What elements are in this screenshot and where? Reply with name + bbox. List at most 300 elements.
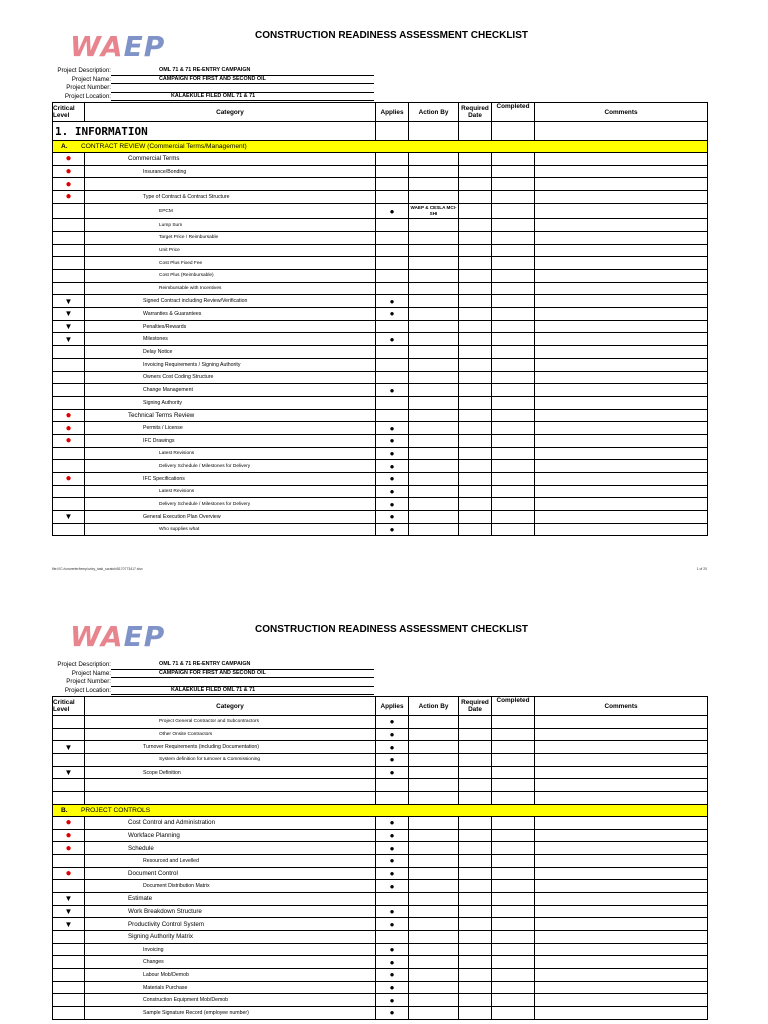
action-by-cell[interactable] [409,892,459,905]
comments-cell[interactable] [535,282,708,295]
required-date-cell[interactable] [459,434,492,447]
applies-cell[interactable] [376,282,409,295]
comments-cell[interactable] [535,333,708,346]
category-cell: EPCM [85,203,376,219]
required-date-cell[interactable] [459,219,492,232]
action-by-cell[interactable]: WAEP & CESLA MCI-SHI [409,203,459,219]
applies-cell[interactable] [376,409,409,422]
required-date-cell[interactable] [459,918,492,931]
required-date-cell[interactable] [459,270,492,283]
action-by-cell[interactable] [409,511,459,524]
applies-cell[interactable] [376,716,409,729]
required-date-cell[interactable] [459,969,492,982]
comments-cell[interactable] [535,358,708,371]
category-cell: Cost Control and Administration [85,816,376,829]
required-date-cell[interactable] [459,981,492,994]
completed-cell[interactable] [492,816,535,829]
action-by-cell[interactable] [409,282,459,295]
comments-cell[interactable] [535,981,708,994]
applies-cell[interactable] [376,473,409,486]
completed-cell[interactable] [492,282,535,295]
checklist-row [53,981,708,994]
header-critical-level: Critical Level [53,103,85,122]
required-date-cell[interactable] [459,422,492,435]
completed-cell[interactable] [492,1007,535,1020]
action-by-cell[interactable] [409,346,459,359]
applies-cell[interactable] [376,434,409,447]
completed-cell[interactable] [492,384,535,397]
action-by-cell[interactable] [409,422,459,435]
comments-cell[interactable] [535,384,708,397]
completed-cell[interactable] [492,346,535,359]
action-by-cell[interactable] [409,523,459,536]
applies-cell[interactable] [376,892,409,905]
action-by-cell[interactable] [409,178,459,191]
completed-cell[interactable] [492,333,535,346]
completed-cell[interactable] [492,779,535,792]
completed-cell[interactable] [492,191,535,204]
category-cell: Commercial Terms [85,153,376,166]
applies-cell[interactable] [376,994,409,1007]
required-date-cell[interactable] [459,358,492,371]
action-by-cell[interactable] [409,792,459,805]
comments-cell[interactable] [535,716,708,729]
applies-cell[interactable] [376,203,409,219]
required-date-cell[interactable] [459,816,492,829]
completed-cell[interactable] [492,396,535,409]
comments-cell[interactable] [535,779,708,792]
comments-cell[interactable] [535,854,708,867]
applies-cell[interactable] [376,422,409,435]
required-date-cell[interactable] [459,165,492,178]
completed-cell[interactable] [492,792,535,805]
checklist-row [53,178,708,191]
action-by-cell[interactable] [409,766,459,779]
category-cell: Document Control [85,867,376,880]
action-by-cell[interactable] [409,981,459,994]
comments-cell[interactable] [535,422,708,435]
comments-cell[interactable] [535,918,708,931]
applies-cell[interactable] [376,854,409,867]
completed-cell[interactable] [492,918,535,931]
action-by-cell[interactable] [409,219,459,232]
required-date-cell[interactable] [459,867,492,880]
critical-level-cell [53,434,85,447]
action-by-cell[interactable] [409,1007,459,1020]
checklist-row [53,295,708,308]
completed-cell[interactable] [492,320,535,333]
completed-cell[interactable] [492,741,535,754]
applies-cell[interactable] [376,931,409,944]
category-cell: IFC Specifications [85,473,376,486]
completed-cell[interactable] [492,447,535,460]
checklist-row [53,892,708,905]
applies-cell[interactable] [376,842,409,855]
category-cell: Document Distribution Matrix [85,880,376,893]
comments-cell[interactable] [535,346,708,359]
action-by-cell[interactable] [409,728,459,741]
required-date-cell[interactable] [459,447,492,460]
completed-cell[interactable] [492,231,535,244]
applies-cell[interactable] [376,969,409,982]
applies-cell[interactable] [376,918,409,931]
required-date-cell[interactable] [459,257,492,270]
comments-cell[interactable] [535,295,708,308]
critical-level-cell [53,994,85,1007]
completed-cell[interactable] [492,434,535,447]
action-by-cell[interactable] [409,473,459,486]
completed-cell[interactable] [492,485,535,498]
action-by-cell[interactable] [409,308,459,321]
action-by-cell[interactable] [409,498,459,511]
applies-cell[interactable] [376,867,409,880]
action-by-cell[interactable] [409,829,459,842]
action-by-cell[interactable] [409,931,459,944]
action-by-cell[interactable] [409,295,459,308]
action-by-cell[interactable] [409,485,459,498]
required-date-cell[interactable] [459,244,492,257]
comments-cell[interactable] [535,191,708,204]
completed-cell[interactable] [492,892,535,905]
applies-cell[interactable] [376,880,409,893]
comments-cell[interactable] [535,931,708,944]
action-by-cell[interactable] [409,867,459,880]
required-date-cell[interactable] [459,153,492,166]
applies-cell[interactable] [376,981,409,994]
applies-bullet-icon: ● [389,970,395,980]
comments-cell[interactable] [535,320,708,333]
action-by-cell[interactable] [409,994,459,1007]
action-by-cell[interactable] [409,358,459,371]
required-date-cell[interactable] [459,956,492,969]
action-by-cell[interactable] [409,716,459,729]
comments-cell[interactable] [535,409,708,422]
completed-cell[interactable] [492,905,535,918]
action-by-cell[interactable] [409,257,459,270]
required-date-cell[interactable] [459,716,492,729]
action-by-cell[interactable] [409,434,459,447]
completed-cell[interactable] [492,473,535,486]
required-date-cell[interactable] [459,333,492,346]
comments-cell[interactable] [535,905,708,918]
applies-cell[interactable] [376,178,409,191]
comments-cell[interactable] [535,867,708,880]
applies-cell[interactable] [376,346,409,359]
completed-cell[interactable] [492,203,535,219]
action-by-cell[interactable] [409,244,459,257]
action-by-cell[interactable] [409,447,459,460]
triangle-down-icon: ▼ [64,919,73,929]
category-cell: Lump Sum [85,219,376,232]
required-date-cell[interactable] [459,842,492,855]
project-location: KALAEKULE FILED OML 71 & 71 [111,93,374,102]
required-date-cell[interactable] [459,178,492,191]
required-date-cell[interactable] [459,754,492,767]
required-date-cell[interactable] [459,779,492,792]
applies-cell[interactable] [376,1007,409,1020]
completed-cell[interactable] [492,308,535,321]
action-by-cell[interactable] [409,905,459,918]
comments-cell[interactable] [535,523,708,536]
action-by-cell[interactable] [409,231,459,244]
category-cell: Type of Contract & Contract Structure [85,191,376,204]
category-cell: Signing Authority Matrix [85,931,376,944]
completed-cell[interactable] [492,854,535,867]
required-date-cell[interactable] [459,994,492,1007]
completed-cell[interactable] [492,523,535,536]
comments-cell[interactable] [535,178,708,191]
completed-cell[interactable] [492,178,535,191]
checklist-row [53,460,708,473]
completed-cell[interactable] [492,244,535,257]
completed-cell[interactable] [492,295,535,308]
applies-cell[interactable] [376,333,409,346]
required-date-cell[interactable] [459,203,492,219]
comments-cell[interactable] [535,165,708,178]
action-by-cell[interactable] [409,956,459,969]
applies-cell[interactable] [376,498,409,511]
completed-cell[interactable] [492,460,535,473]
required-date-cell[interactable] [459,485,492,498]
checklist-row [53,779,708,792]
required-date-cell[interactable] [459,231,492,244]
applies-cell[interactable] [376,358,409,371]
action-by-cell[interactable] [409,779,459,792]
applies-cell[interactable] [376,754,409,767]
comments-cell[interactable] [535,728,708,741]
applies-cell[interactable] [376,191,409,204]
triangle-down-icon: ▼ [64,512,73,522]
checklist-row [53,918,708,931]
completed-cell[interactable] [492,880,535,893]
action-by-cell[interactable] [409,165,459,178]
critical-level-cell [53,943,85,956]
comments-cell[interactable] [535,880,708,893]
comments-cell[interactable] [535,153,708,166]
action-by-cell[interactable] [409,371,459,384]
required-date-cell[interactable] [459,282,492,295]
action-by-cell[interactable] [409,320,459,333]
applies-cell[interactable] [376,244,409,257]
required-date-cell[interactable] [459,498,492,511]
applies-cell[interactable] [376,153,409,166]
comments-cell[interactable] [535,969,708,982]
checklist-row [53,956,708,969]
required-date-cell[interactable] [459,384,492,397]
comments-cell[interactable] [535,485,708,498]
completed-cell[interactable] [492,956,535,969]
checklist-row [53,257,708,270]
comments-cell[interactable] [535,511,708,524]
action-by-cell[interactable] [409,460,459,473]
completed-cell[interactable] [492,153,535,166]
comments-cell[interactable] [535,257,708,270]
required-date-cell[interactable] [459,943,492,956]
completed-cell[interactable] [492,931,535,944]
completed-cell[interactable] [492,511,535,524]
required-date-cell[interactable] [459,473,492,486]
section-a-row [53,141,708,153]
completed-cell[interactable] [492,270,535,283]
comments-cell[interactable] [535,943,708,956]
comments-cell[interactable] [535,766,708,779]
comments-cell[interactable] [535,792,708,805]
applies-cell[interactable] [376,447,409,460]
action-by-cell[interactable] [409,191,459,204]
required-date-cell[interactable] [459,523,492,536]
required-date-cell[interactable] [459,396,492,409]
comments-cell[interactable] [535,754,708,767]
required-date-cell[interactable] [459,308,492,321]
required-date-cell[interactable] [459,346,492,359]
action-by-cell[interactable] [409,333,459,346]
category-cell: Reimbursable with Incentives [85,282,376,295]
comments-cell[interactable] [535,447,708,460]
applies-cell[interactable] [376,956,409,969]
comments-cell[interactable] [535,829,708,842]
required-date-cell[interactable] [459,1007,492,1020]
comments-cell[interactable] [535,219,708,232]
action-by-cell[interactable] [409,854,459,867]
comments-cell[interactable] [535,371,708,384]
applies-cell[interactable] [376,165,409,178]
completed-cell[interactable] [492,165,535,178]
applies-bullet-icon: ● [389,818,395,828]
completed-cell[interactable] [492,842,535,855]
applies-cell[interactable] [376,231,409,244]
comments-cell[interactable] [535,203,708,219]
required-date-cell[interactable] [459,892,492,905]
completed-cell[interactable] [492,969,535,982]
comments-cell[interactable] [535,270,708,283]
applies-cell[interactable] [376,779,409,792]
required-date-cell[interactable] [459,766,492,779]
applies-cell[interactable] [376,320,409,333]
completed-cell[interactable] [492,257,535,270]
completed-cell[interactable] [492,409,535,422]
completed-cell[interactable] [492,219,535,232]
required-date-cell[interactable] [459,295,492,308]
applies-cell[interactable] [376,816,409,829]
applies-cell[interactable] [376,943,409,956]
required-date-cell[interactable] [459,320,492,333]
comments-cell[interactable] [535,308,708,321]
completed-cell[interactable] [492,981,535,994]
completed-cell[interactable] [492,371,535,384]
applies-cell[interactable] [376,485,409,498]
critical-level-cell [53,716,85,729]
checklist-row [53,447,708,460]
comments-cell[interactable] [535,892,708,905]
comments-cell[interactable] [535,244,708,257]
action-by-cell[interactable] [409,153,459,166]
comments-cell[interactable] [535,231,708,244]
action-by-cell[interactable] [409,741,459,754]
applies-cell[interactable] [376,792,409,805]
applies-cell[interactable] [376,460,409,473]
applies-cell[interactable] [376,728,409,741]
completed-cell[interactable] [492,943,535,956]
required-date-cell[interactable] [459,728,492,741]
required-date-cell[interactable] [459,880,492,893]
required-date-cell[interactable] [459,409,492,422]
applies-cell[interactable] [376,257,409,270]
completed-cell[interactable] [492,829,535,842]
triangle-down-icon: ▼ [64,296,73,306]
required-date-cell[interactable] [459,854,492,867]
comments-cell[interactable] [535,460,708,473]
completed-cell[interactable] [492,994,535,1007]
completed-cell[interactable] [492,358,535,371]
applies-cell[interactable] [376,396,409,409]
applies-cell[interactable] [376,523,409,536]
action-by-cell[interactable] [409,754,459,767]
comments-cell[interactable] [535,1007,708,1020]
required-date-cell[interactable] [459,511,492,524]
completed-cell[interactable] [492,716,535,729]
required-date-cell[interactable] [459,371,492,384]
applies-cell[interactable] [376,295,409,308]
applies-cell[interactable] [376,384,409,397]
required-date-cell[interactable] [459,460,492,473]
applies-cell[interactable] [376,829,409,842]
critical-red-dot-icon: ● [65,191,72,203]
applies-cell[interactable] [376,766,409,779]
applies-cell[interactable] [376,511,409,524]
completed-cell[interactable] [492,766,535,779]
applies-cell[interactable] [376,308,409,321]
action-by-cell[interactable] [409,880,459,893]
page-1: WAEP CONSTRUCTION READINESS ASSESSMENT CHECKLIST Project Description: OML 71 & 71 RE-ENTRY CAMPAIGN Project Name: CAMPAIGN FOR FIRST AND SECOND OIL Project Number: Project Location: KALAEKULE FILED OML 71 & 71 Critical Level Category Applies Action By Required Date Completed Comments 1. INFORMATION A. CONTRACT REVIEW (Commercial Terms/Management) ● Commercial Terms ● Insurance/Bonding ● ● Type of Contract & Contract Structure EPCM ● WAEP & CESLA MCI-SHI Lump Sum Target Price / Reimbursable Unit Price Cost Plus Fixed Fee Cost Plus (Reimbursable) Reimbursable with Incentives ▼ Signed Contract including Review/Verification ● ▼ Warranties & Guarantees ● ▼ Penalties/Rewards ▼ Milestones ● Delay Notice Invoicing Requirements / Signing Authority Owners Cost Coding Structure Change Management ● Signing Authority ● Technical Terms Review ● Permits / License ● ● IFC Drawings ● Latest Revisions ● Delivery Schedule / Milestones for Delivery ● ● IFC Specifications ● Latest Revisions ● Delivery Schedule / Milestones for Delivery ● ▼ General Execution Plan Overview ● Who supplies what ● file:///C:/converter/temp/urlxy_task_scratch/8170773417.xlsx 1 of 20 [52,30,707,571]
required-date-cell[interactable] [459,931,492,944]
required-date-cell[interactable] [459,191,492,204]
applies-cell[interactable] [376,371,409,384]
comments-cell[interactable] [535,956,708,969]
comments-cell[interactable] [535,842,708,855]
action-by-cell[interactable] [409,943,459,956]
action-by-cell[interactable] [409,409,459,422]
completed-cell[interactable] [492,498,535,511]
applies-cell[interactable] [376,270,409,283]
action-by-cell[interactable] [409,918,459,931]
comments-cell[interactable] [535,994,708,1007]
comments-cell[interactable] [535,816,708,829]
action-by-cell[interactable] [409,842,459,855]
comments-cell[interactable] [535,396,708,409]
required-date-cell[interactable] [459,741,492,754]
comments-cell[interactable] [535,473,708,486]
comments-cell[interactable] [535,498,708,511]
completed-cell[interactable] [492,728,535,741]
action-by-cell[interactable] [409,969,459,982]
checklist-row [53,346,708,359]
completed-cell[interactable] [492,754,535,767]
completed-cell[interactable] [492,867,535,880]
action-by-cell[interactable] [409,270,459,283]
required-date-cell[interactable] [459,829,492,842]
action-by-cell[interactable] [409,384,459,397]
required-date-cell[interactable] [459,792,492,805]
required-date-cell[interactable] [459,905,492,918]
completed-cell[interactable] [492,422,535,435]
action-by-cell[interactable] [409,816,459,829]
comments-cell[interactable] [535,434,708,447]
applies-cell[interactable] [376,741,409,754]
action-by-cell[interactable] [409,396,459,409]
applies-cell[interactable] [376,219,409,232]
applies-cell[interactable] [376,905,409,918]
comments-cell[interactable] [535,741,708,754]
